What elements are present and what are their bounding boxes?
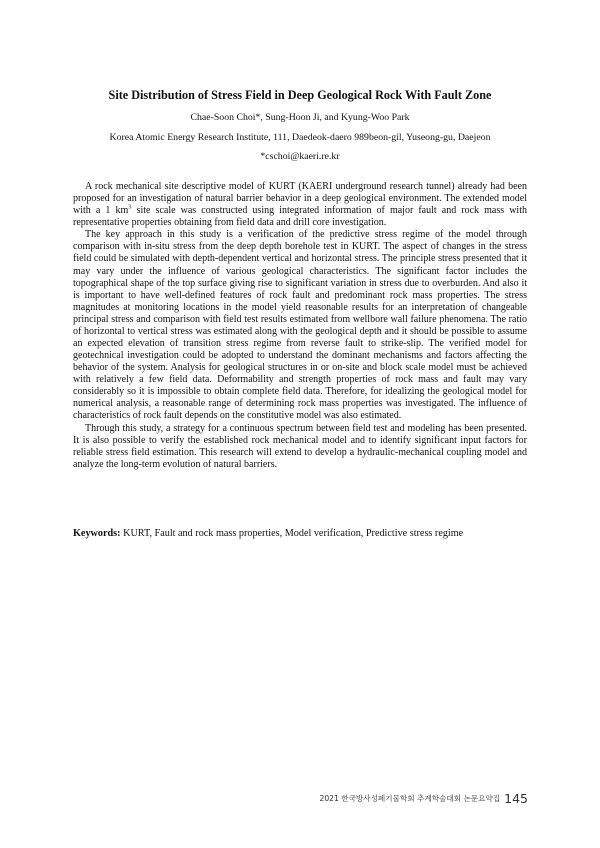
corresponding-email: *cschoi@kaeri.re.kr [260, 151, 340, 162]
abstract-paragraph-1-text: A rock mechanical site descriptive model of KURT (KAERI underground research tunnel) already had been proposed for an investigation of natural barrier behavior in a deep geological environment. The extended model with a 1 km [73, 181, 527, 217]
page-number: 145 [504, 791, 528, 806]
superscript-3: 3 [128, 203, 132, 211]
paper-title: Site Distribution of Stress Field in Deep Geological Rock With Fault Zone [108, 88, 492, 102]
abstract-paragraph-1-text-cont: site scale was constructed using integrated information of major fault and rock mass with representative properties obtaining from field data and drill core investigation. [73, 205, 527, 229]
affiliation: Korea Atomic Energy Research Institute, 111, Daedeok-daero 989beon-gil, Yuseong-gu, Daejeon [109, 132, 491, 143]
abstract-paragraph-3: Through this study, a strategy for a continuous spectrum between field test and modeling has been presented. It is also possible to verify the established rock mechanical model and to identify significant input factors for reliable stress field estimation. This research will extend to develop a hydraulic-mechanical coupling model and analyze the long-term evolution of natural barriers. [73, 422, 527, 470]
publication-name: 2021 한국방사성폐기물학회 추계학술대회 논문요약집 [319, 794, 501, 803]
author-list: Chae-Soon Choi*, Sung-Hoon Ji, and Kyung-Woo Park [190, 112, 410, 123]
keywords-list: KURT, Fault and rock mass properties, Model verification, Predictive stress regime [123, 528, 464, 539]
page-footer [300, 788, 528, 807]
keywords-label: Keywords: [73, 528, 121, 539]
abstract-paragraph-1 [73, 181, 527, 229]
keywords [73, 528, 533, 540]
abstract-paragraph-2: The key approach in this study is a verification of the predictive stress regime of the model through comparison with in-situ stress from the deep depth borehole test in KURT. The aspect of changes in the stress field could be simulated with depth-dependent vertical and horizontal stress. The principle stress presented that it may vary under the influence of various geological characteristics. The significant factor includes the topographical shape of the top surface giving rise to significant variation in stress due to overburden. And also it is important to have well-defined features of rock fault and predominant rock mass properties. The stress magnitudes at monitoring locations in the model yield reasonable results for an interpretation of changeable principal stress and comparison with field test results estimated from wellbore wall failure phenomena. The ratio of horizontal to vertical stress was estimated along with the geological depth and it should be possible to assume an expected elevation of transition stress regime from reverse fault to strike-slip. The verified model for geotechnical investigation could be adopted to understand the dominant mechanisms and factors affecting the behavior of the system. Analysis for geological structures in or on-site and block scale model must be achieved with relatively a few field data. Deformability and strength properties of rock mass and fault may vary considerably so it is impossible to obtain complete field data. Therefore, for idealizing the geological model for numerical analysis, a reasonable range of determining rock mass properties was investigated. The influence of characteristics of rock fault depends on the constitutive model was also estimated. [73, 229, 527, 422]
abstract [73, 181, 527, 471]
